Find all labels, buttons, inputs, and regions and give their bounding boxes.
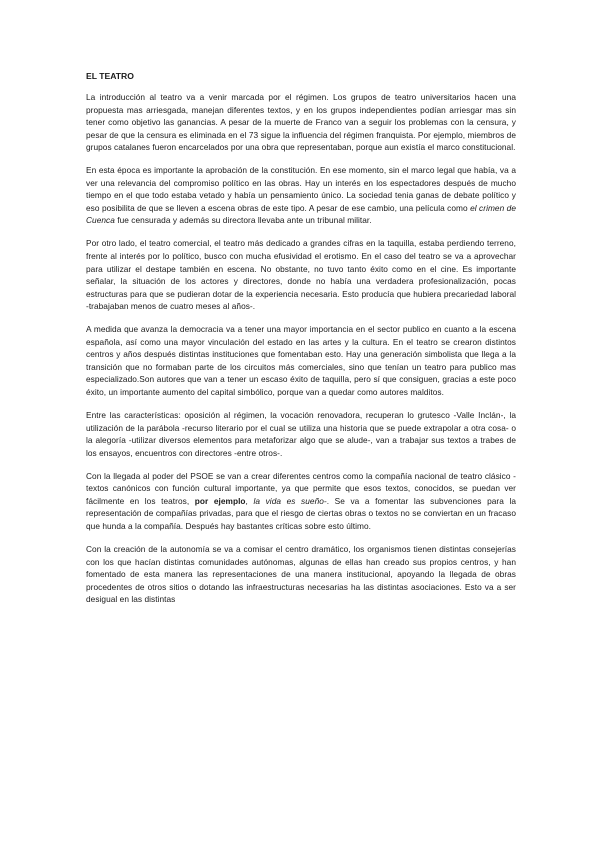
paragraph-text: Entre las características: oposición al régimen, la vocación renovadora, recuperan lo grutesco -Valle Inclán-, la utilización de la parábola -recurso literario por el cual se utiliza una historia que se puede extrapolar a otra cosa- o la alegoría -utilizar diversos elementos para metaforizar algo que se alude-, van a trabajar sus textos a trabes de los ensayos, encuentros con directores -entre otros-. [86,410,516,458]
paragraph-text: En esta época es importante la aprobación de la constitución. En ese momento, sin el marco legal que había, va a ver una relevancia del compromiso político en las obras. Hay un interés en los espectadores después de mucho tiempo en el que todo estaba vetado y había un pensamiento único. La sociedad tenia ganas de debate político y eso posibilita de que se lleven a escena obras de este tipo. A pesar de ese cambio, una película como [86,165,516,213]
work-title: la vida es sueño- [253,495,327,506]
paragraph-6 [86,470,516,533]
paragraph-text: A medida que avanza la democracia va a tener una mayor importancia en el sector publico en cuanto a la escena española, así como una mayor vinculación del estado en las artes y la cultura. En el teatro se crearon distintos centros y años después distintas instituciones que fomentaban esto. Hay una generación simbolista que llega a la transición que no formaban parte de los circuitos más comerciales, sino que tenían un teatro para publico mas especializado.Son autores que van a tener un escaso éxito de taquilla, pero sí que consiguen, gracias a este poco éxito, un importante aumento del capital simbólico, porque van a quedar como autores malditos. [86,324,516,397]
paragraph-text: , [245,495,254,506]
paragraph-text: Con la creación de la autonomía se va a comisar el centro dramático, los organismos tienen distintas consejerías con los que hacían distintas comunidades autónomas, algunas de ellas han creado sus propios centros, y han fomentado de esta manera las representaciones de una manera institucional, apoyando la llegada de obras procedentes de otros sitios o dotando las infraestructuras necesarias ha las distintas asociaciones. Esto va a ser desigual en las distintas [86,543,516,605]
document-title: EL TEATRO [86,71,134,81]
paragraph-text: La introducción al teatro va a venir marcada por el régimen. Los grupos de teatro universitarios hacen una propuesta mas arriesgada, manejan diferentes textos, y en los grupos independientes podían arriesgar mas sin tener como objetivo las ganancias. A pesar de la muerte de Franco van a seguir los problemas con la censura, y pesar de que la censura es eliminada en el 73 sigue la influencia del régimen franquista. Por ejemplo, miembros de grupos catalanes fueron encarcelados por una obra que representaban, porque aun existía el marco constitucional. [86,92,516,153]
paragraph-text: Por otro lado, el teatro comercial, el teatro más dedicado a grandes cifras en la taquilla, estaba perdiendo terreno, frente al interés por lo político, busco con mucha efusividad el erotismo. En el caso del teatro se va a aprovechar para utilizar el destape también en escena. No obstante, no tuvo tanto éxito como en el cine. Es importante señalar, la situación de los actores y directores, donde no había una verdadera profesionalización, pocas estructuras para que se pudieran dotar de la experiencia necesaria. Esto producía que hubiera precariedad laboral -trabajaban menos de cuatro meses al años-. [86,238,516,312]
paragraph-1 [86,91,516,154]
paragraph-2 [86,164,516,227]
document-page [86,70,516,616]
paragraph-5 [86,409,516,459]
paragraph-text: Con la llegada al poder del PSOE se van a crear diferentes centros como la compañía nacional de teatro clásico -textos canónicos con función cultural importante, ya que permite que esos textos, conocidos, se puedan ver fácilmente en los teatros, [86,470,516,506]
film-title: el crimen de Cuenca [86,202,516,226]
paragraph-text: fue censurada y además su directora llevaba ante un tribunal militar. [114,215,372,226]
emphasis-text: por ejemplo [194,495,246,506]
paragraph-text: . Se va a fomentar las subvenciones para la representación de compañías privadas, para que el riesgo de ciertas obras o textos no se conviertan en un fracaso que hunda a la compañía. Después hay bastantes críticas sobre esto último. [86,495,517,531]
paragraph-3 [86,237,516,312]
paragraph-4 [86,323,516,398]
paragraph-7 [86,543,516,606]
